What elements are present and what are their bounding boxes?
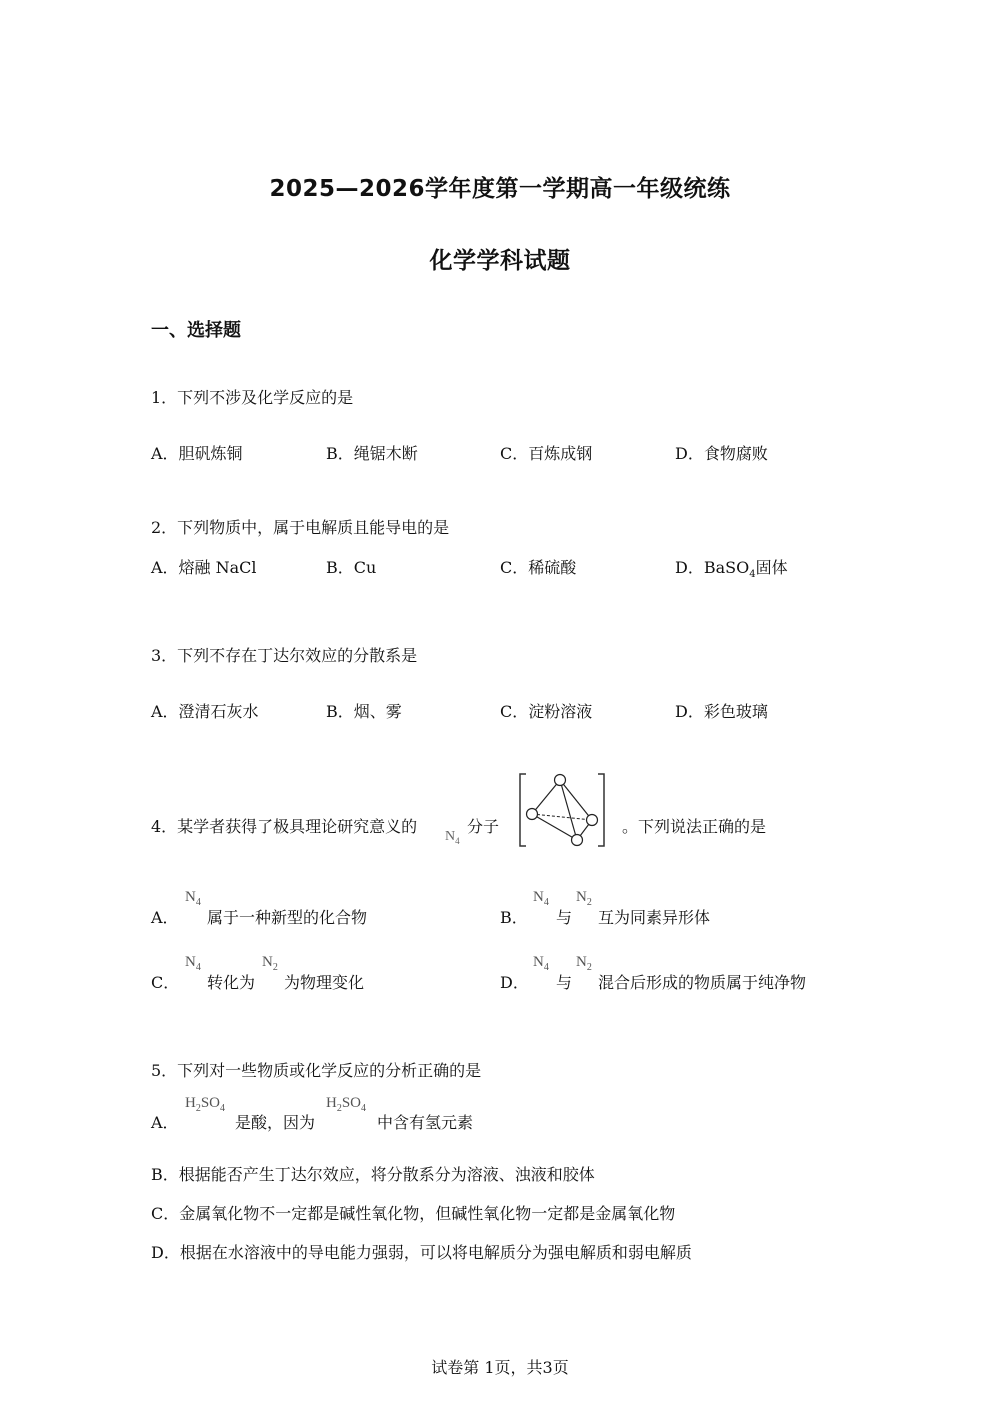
- question-4-option-b-label: B．: [500, 908, 528, 927]
- question-1-option-b: B．绳锯木断: [326, 444, 418, 463]
- question-1-option-a: A．胆矾炼铜: [151, 444, 243, 463]
- n4-formula: $N_4$: [533, 889, 549, 908]
- n4-formula: $N_4$: [533, 954, 549, 973]
- question-4-option-d-mid: 与: [556, 973, 573, 992]
- option-d-formula: D．BaSO: [675, 558, 750, 577]
- question-4-option-a-label: A．: [151, 908, 179, 927]
- section-heading: 一、选择题: [151, 320, 241, 341]
- n4-molecule-figure: [518, 772, 606, 848]
- question-3-stem: 3．下列不存在丁达尔效应的分散系是: [151, 646, 418, 665]
- h2so4-formula: $H_2SO_4$: [326, 1095, 367, 1114]
- question-4-stem-prefix: 4．某学者获得了极具理论研究意义的: [151, 817, 418, 836]
- question-4-option-c-label: C．: [151, 973, 180, 992]
- question-5-option-a-mid: 是酸，因为: [235, 1113, 316, 1132]
- question-2-option-d: [675, 555, 788, 580]
- n4-tetrahedron-icon: [518, 772, 606, 848]
- question-4-option-d-text: 混合后形成的物质属于纯净物: [598, 973, 807, 992]
- question-4-option-a-text: 属于一种新型的化合物: [207, 908, 368, 927]
- question-1-option-c: C．百炼成钢: [500, 444, 593, 463]
- exam-subtitle: 化学学科试题: [429, 248, 571, 274]
- question-3-option-d: D．彩色玻璃: [675, 702, 768, 721]
- question-4-stem-mid: 分子: [467, 817, 500, 836]
- question-4-option-d-label: D．: [500, 973, 529, 992]
- option-d-suffix: 固体: [755, 558, 788, 577]
- question-2-option-b: B．Cu: [326, 558, 377, 577]
- n2-formula: $N_2$: [576, 954, 592, 973]
- question-3-option-a: A．澄清石灰水: [151, 702, 259, 721]
- question-5-option-a-label: A．: [151, 1113, 179, 1132]
- question-5-option-a-text: 中含有氢元素: [377, 1113, 474, 1132]
- question-2-option-a: A．熔融 NaCl: [151, 558, 257, 577]
- question-5-stem: 5．下列对一些物质或化学反应的分析正确的是: [151, 1061, 482, 1080]
- question-5-option-b: B．根据能否产生丁达尔效应，将分散系分为溶液、浊液和胶体: [151, 1165, 595, 1184]
- question-1-stem: 1．下列不涉及化学反应的是: [151, 388, 354, 407]
- question-2-option-c: C．稀硫酸: [500, 558, 577, 577]
- n4-formula: $N_4$: [185, 889, 201, 908]
- question-4-option-b-mid: 与: [556, 908, 573, 927]
- question-4-n4-formula: $N_4$: [445, 829, 460, 846]
- question-3-option-b: B．烟、雾: [326, 702, 402, 721]
- question-4-option-b-text: 互为同素异形体: [598, 908, 711, 927]
- exam-title: 2025—2026学年度第一学期高一年级统练: [269, 176, 731, 202]
- n2-formula: $N_2$: [576, 889, 592, 908]
- n2-formula: $N_2$: [262, 954, 278, 973]
- n4-formula: $N_4$: [185, 954, 201, 973]
- h2so4-formula: $H_2SO_4$: [185, 1095, 226, 1114]
- question-4-option-c-mid: 转化为: [207, 973, 256, 992]
- question-4-option-c-text: 为物理变化: [284, 973, 365, 992]
- option-d-subscript: 4: [749, 569, 756, 581]
- question-1-option-d: D．食物腐败: [675, 444, 768, 463]
- question-5-option-c: C．金属氧化物不一定都是碱性氧化物，但碱性氧化物一定都是金属氧化物: [151, 1204, 676, 1223]
- question-2-stem: 2．下列物质中，属于电解质且能导电的是: [151, 518, 450, 537]
- question-4-stem-suffix: 。下列说法正确的是: [622, 817, 767, 836]
- question-3-option-c: C．淀粉溶液: [500, 702, 593, 721]
- page-footer: 试卷第 1页，共3页: [431, 1358, 569, 1377]
- question-5-option-d: D．根据在水溶液中的导电能力强弱，可以将电解质分为强电解质和弱电解质: [151, 1243, 692, 1262]
